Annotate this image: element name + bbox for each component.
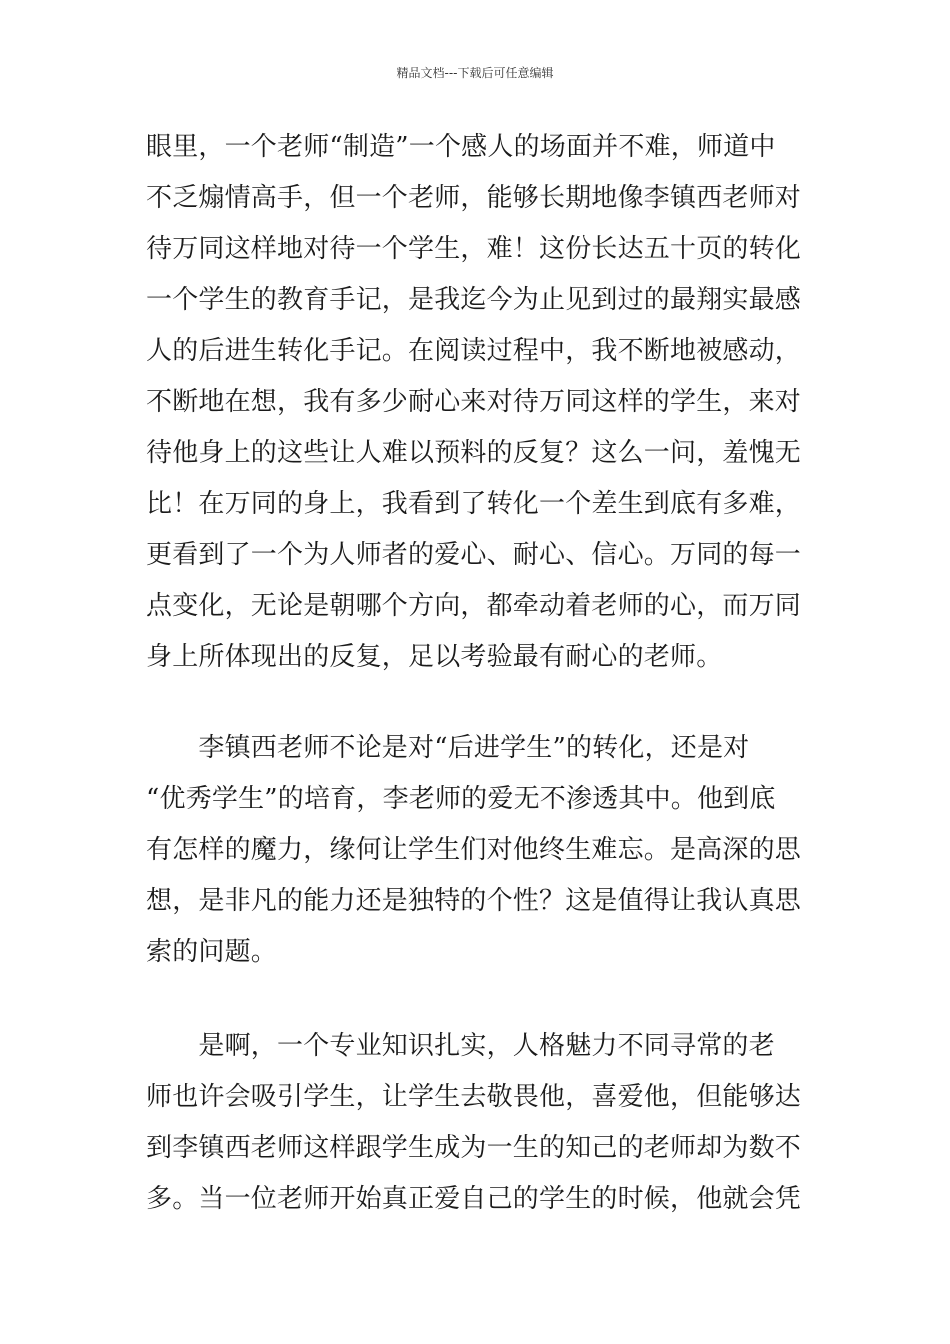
text-line: 师也许会吸引学生，让学生去敬畏他，喜爱他，但能够达 — [146, 1082, 802, 1112]
paragraph-2 — [146, 723, 811, 978]
text-line: 人的后进生转化手记。在阅读过程中，我不断地被感动， — [146, 336, 802, 366]
text-line: 索的问题。 — [146, 937, 278, 967]
text-line: 是啊，一个专业知识扎实，人格魅力不同寻常的老 — [146, 1031, 775, 1061]
text-line: 多。当一位老师开始真正爱自己的学生的时候，他就会凭 — [146, 1184, 802, 1214]
text-line: 待他身上的这些让人难以预料的反复？这么一问，羞愧无 — [146, 438, 802, 468]
text-line: 点变化，无论是朝哪个方向，都牵动着老师的心，而万同 — [146, 591, 802, 621]
text-line: 待万同这样地对待一个学生，难！这份长达五十页的转化 — [146, 234, 802, 264]
text-line: 不断地在想，我有多少耐心来对待万同这样的学生，来对 — [146, 387, 802, 417]
text-line: 有怎样的魔力，缘何让学生们对他终生难忘。是高深的思 — [146, 835, 802, 865]
text-line: “优秀学生”的培育，李老师的爱无不渗透其中。他到底 — [146, 784, 776, 814]
text-line: 眼里，一个老师“制造”一个感人的场面并不难，师道中 — [146, 132, 776, 162]
text-line: 到李镇西老师这样跟学生成为一生的知己的老师却为数不 — [146, 1133, 802, 1163]
text-line: 想，是非凡的能力还是独特的个性？这是值得让我认真思 — [146, 886, 802, 916]
paragraph-3 — [146, 1021, 811, 1225]
text-line: 李镇西老师不论是对“后进学生”的转化，还是对 — [146, 733, 750, 763]
text-line: 更看到了一个为人师者的爱心、耐心、信心。万同的每一 — [146, 540, 802, 570]
paragraph-1 — [146, 122, 811, 683]
page-header: 精品文档---下载后可任意编辑 — [396, 66, 554, 80]
text-line: 一个学生的教育手记，是我迄今为止见到过的最翔实最感 — [146, 285, 802, 315]
text-line: 身上所体现出的反复，足以考验最有耐心的老师。 — [146, 642, 723, 672]
text-line: 比！在万同的身上，我看到了转化一个差生到底有多难， — [146, 489, 802, 519]
text-line: 不乏煽情高手，但一个老师，能够长期地像李镇西老师对 — [146, 183, 802, 213]
